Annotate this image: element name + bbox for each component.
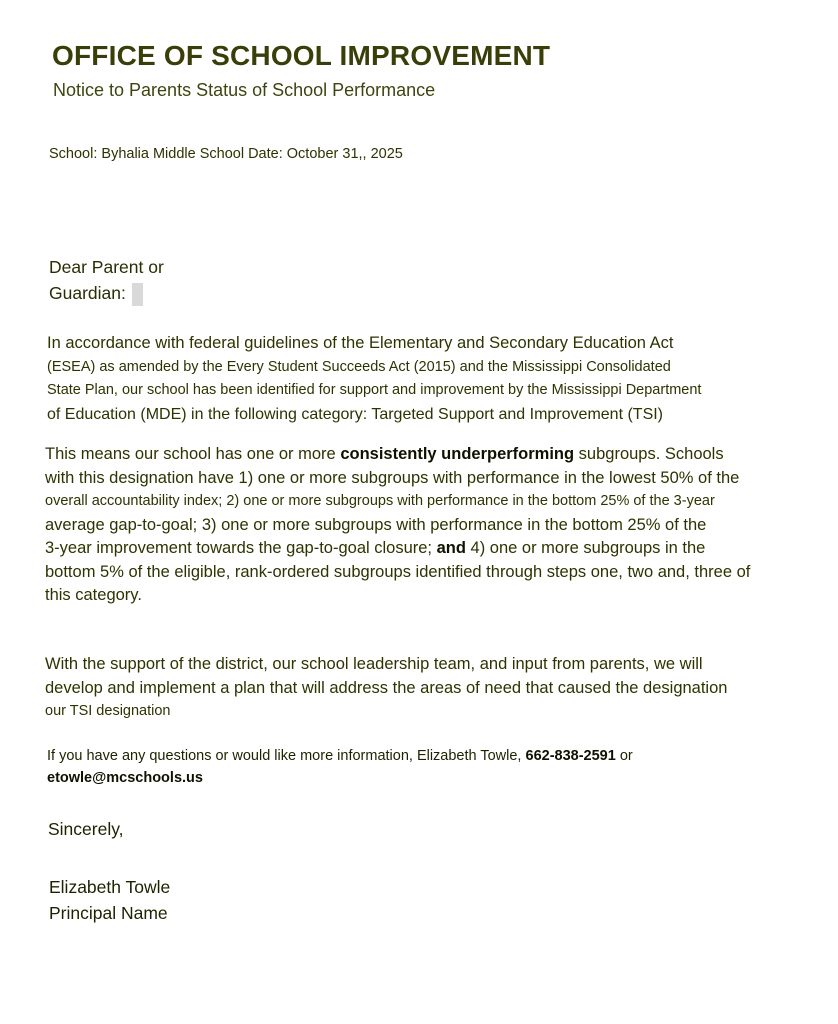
bold-text: and bbox=[436, 539, 466, 557]
paragraph-line: develop and implement a plan that will address the areas of need that caused the designation bbox=[45, 678, 728, 697]
text-run: 3-year improvement towards the gap-to-goal closure; bbox=[45, 539, 437, 557]
paragraph-support bbox=[45, 653, 785, 724]
text-run: subgroups. Schools bbox=[574, 445, 724, 463]
contact-email: etowle@mcschools.us bbox=[47, 769, 203, 786]
contact-line bbox=[47, 746, 787, 768]
text-cursor bbox=[132, 283, 143, 306]
greeting-line-2 bbox=[49, 280, 164, 306]
page-title: OFFICE OF SCHOOL IMPROVEMENT bbox=[52, 40, 551, 71]
greeting-line-2-text: Guardian: bbox=[49, 283, 126, 303]
paragraph-line bbox=[45, 537, 805, 561]
contact-phone: 662-838-2591 bbox=[525, 748, 616, 764]
paragraph-line: bottom 5% of the eligible, rank-ordered subgroups identified through steps one, two and, three of bbox=[45, 562, 751, 581]
school-date-line: School: Byhalia Middle School Date: October 31,, 2025 bbox=[49, 146, 403, 162]
contact-info bbox=[47, 746, 787, 789]
paragraph-line: our TSI designation bbox=[45, 703, 171, 719]
signature-block bbox=[49, 874, 170, 926]
paragraph-line: State Plan, our school has been identified for support and improvement by the Mississippi Department bbox=[47, 382, 702, 398]
text-run: 4) one or more subgroups in the bbox=[465, 539, 706, 557]
paragraph-line: average gap-to-goal; 3) one or more subgroups with performance in the bottom 25% of the bbox=[45, 515, 707, 534]
contact-text: If you have any questions or would like more information, Elizabeth Towle, bbox=[47, 748, 526, 764]
paragraph-line bbox=[45, 443, 805, 467]
paragraph-line: with this designation have 1) one or more subgroups with performance in the lowest 50% of the bbox=[45, 468, 740, 487]
text-run: This means our school has one or more bbox=[45, 445, 341, 463]
greeting-line-1: Dear Parent or bbox=[49, 257, 164, 277]
bold-text: consistently underperforming bbox=[340, 445, 575, 463]
paragraph-line: In accordance with federal guidelines of the Elementary and Secondary Education Act bbox=[47, 334, 674, 352]
page-subtitle: Notice to Parents Status of School Performance bbox=[53, 80, 436, 100]
paragraph-line: of Education (MDE) in the following category: Targeted Support and Improvement (TSI) bbox=[47, 405, 664, 423]
greeting bbox=[49, 254, 164, 306]
paragraph-esea bbox=[47, 332, 787, 426]
paragraph-line: overall accountability index; 2) one or more subgroups with performance in the bottom 25% of the 3-year bbox=[45, 493, 715, 509]
contact-or: or bbox=[615, 748, 633, 764]
paragraph-designation bbox=[45, 443, 805, 608]
paragraph-line: this category. bbox=[45, 586, 142, 604]
signer-name: Elizabeth Towle bbox=[49, 877, 171, 897]
closing: Sincerely, bbox=[48, 819, 124, 839]
signer-title: Principal Name bbox=[49, 903, 168, 923]
paragraph-line: With the support of the district, our school leadership team, and input from parents, we will bbox=[45, 655, 703, 673]
paragraph-line: (ESEA) as amended by the Every Student Succeeds Act (2015) and the Mississippi Consolidated bbox=[47, 358, 671, 375]
contact-line bbox=[47, 768, 787, 790]
